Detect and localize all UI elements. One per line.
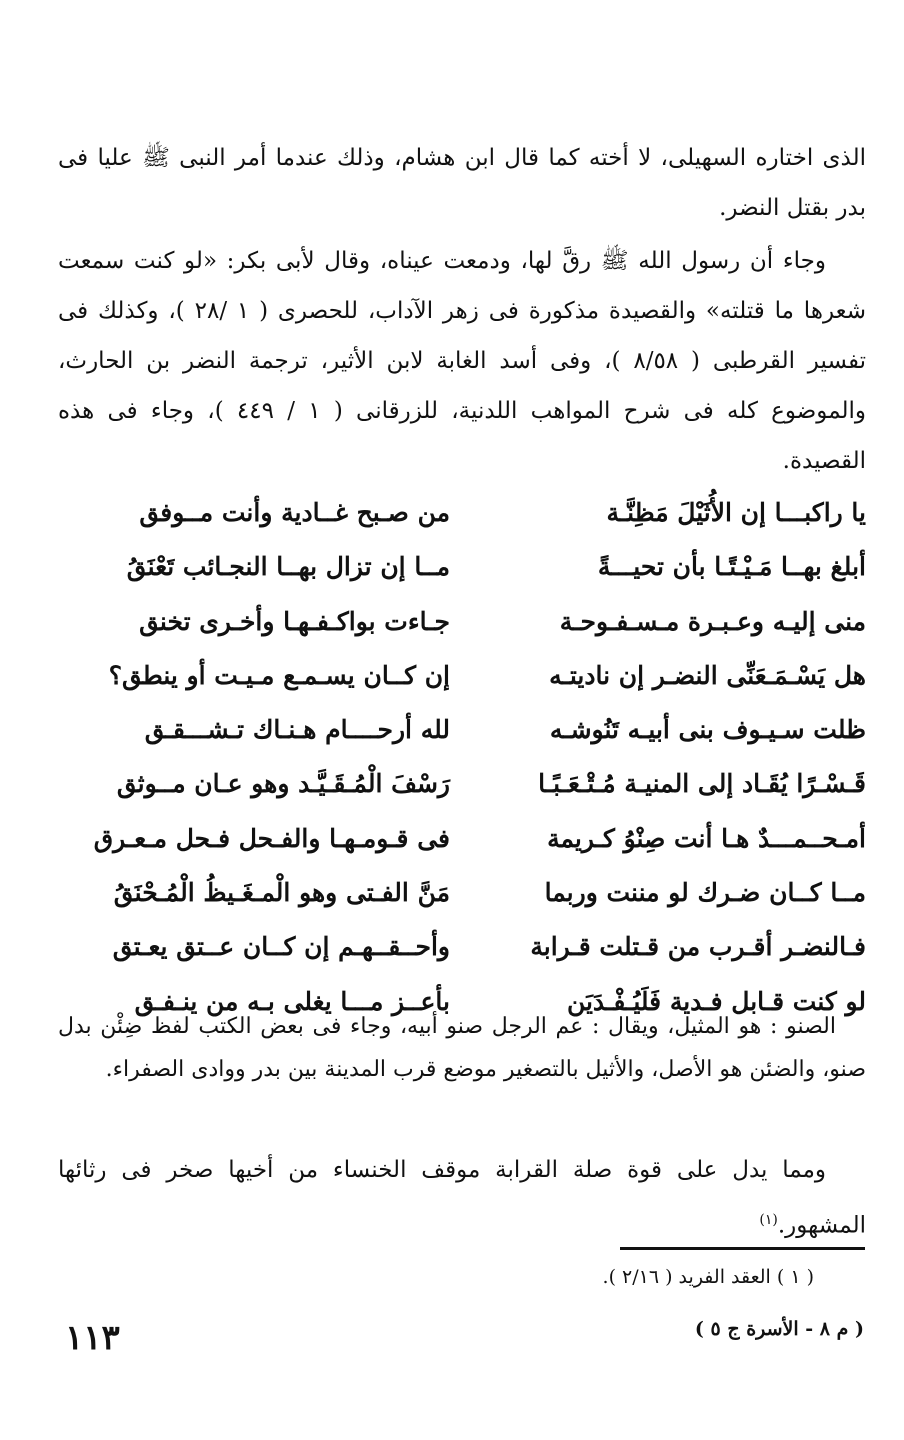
poem-verse bbox=[50, 920, 866, 974]
paragraph-3-notes: الصنو : هو المثيل، ويقال : عم الرجل صنو أبيه، وجاء فى بعض الكتب لفظ ضِئْن بدل صنو، والضئن هو الأصل، والأثيل بالتصغير موضع قرب المدينة بين بدر ووادى الصفراء. bbox=[58, 1014, 866, 1082]
paragraph-1: الذى اختاره السهيلى، لا أخته كما قال ابن هشام، وذلك عندما أمر النبى ﷺ عليا فى بدر بقتل النضر. bbox=[58, 145, 866, 221]
verse-first-hemistich: قَـسْـرًا يُقَـاد إلى المنيـة مُـتْـعَـبًـا bbox=[538, 769, 866, 799]
verse-second-hemistich: لله أرحــــام هـنـاك تـشـــقـق bbox=[144, 715, 450, 745]
verse-first-hemistich: هل يَسْـمَـعَنِّى النضـر إن ناديتـه bbox=[549, 660, 866, 690]
signature-mark: ( م ٨ - الأسرة ج ٥ ) bbox=[694, 1318, 864, 1340]
paragraph-2: وجاء أن رسول الله ﷺ رقَّ لها، ودمعت عيناه، وقال لأبى بكر: «لو كنت سمعت شعرها ما قتلته» والقصيدة مذكورة فى زهر الآداب، للحصرى ( ١ /٢٨ )، وكذلك فى تفسير القرطبى ( ٨/٥٨ )، وفى أسد الغابة لابن الأثير، ترجمة النضر بن الحارث، والموضوع كله فى شرح المواهب اللدنية، للزرقانى ( ١ / ٤٤٩ )، وجاء فى هذه القصيدة. bbox=[58, 248, 867, 474]
footnote: ( ١ ) العقد الفريد ( ٢/١٦ ). bbox=[602, 1266, 814, 1288]
verse-second-hemistich: فى قـومـهـا والفـحل فـحل مـعـرق bbox=[93, 823, 450, 853]
paragraph-4-text: ومما يدل على قوة صلة القرابة موقف الخنساء من أخيها صخر فى رثائها المشهور. bbox=[58, 1157, 866, 1239]
footnote-reference: (١) bbox=[759, 1212, 778, 1228]
verse-second-hemistich: من صـبح غــادية وأنت مــوفق bbox=[139, 498, 450, 527]
verse-first-hemistich: لو كنت قـابل فـدية فَلَيُـفْـدَيَن bbox=[566, 986, 866, 1016]
verse-second-hemistich: بأعــز مـــا يغلى بـه من ينـفـق bbox=[134, 986, 450, 1016]
poem-verse bbox=[50, 703, 866, 757]
verse-first-hemistich: مــا كــان ضـرك لو مننت وربما bbox=[544, 878, 866, 908]
poem-verse bbox=[50, 595, 866, 649]
verse-second-hemistich: إن كــان يسـمـع مـيـت أو ينطق؟ bbox=[108, 660, 450, 690]
poem-verse bbox=[50, 540, 866, 594]
verse-first-hemistich: أبلغ بهــا مَـيْـتًـا بأن تحيـــةً bbox=[597, 552, 866, 582]
verse-first-hemistich: فـالنضـر أقـرب من قـتلت قـرابة bbox=[530, 932, 866, 962]
verse-second-hemistich: رَسْفَ الْمُـقَـيَّـد وهو عـان مــوثق bbox=[116, 769, 450, 799]
verse-first-hemistich: أمـحــمـــدٌ هـا أنت صِنْوُ كـريمة bbox=[547, 823, 866, 853]
poem-verse bbox=[50, 757, 866, 811]
poem bbox=[50, 486, 866, 1029]
page-number: ١١٣ bbox=[65, 1318, 120, 1358]
verse-second-hemistich: جـاءت بواكـفـهـا وأخـرى تخنق bbox=[139, 606, 450, 636]
paragraph-4 bbox=[58, 1145, 866, 1251]
verse-first-hemistich: منى إليـه وعـبـرة مـسـفـوحـة bbox=[559, 606, 866, 636]
footnote-separator bbox=[620, 1247, 865, 1250]
verse-first-hemistich: يا راكبـــا إن الأُثَيْلَ مَظِنَّـة bbox=[606, 498, 866, 527]
verse-second-hemistich: مَنَّ الفـتى وهو الْمـغَـيظُ الْمُـحْنَقُ bbox=[113, 878, 450, 908]
poem-verse bbox=[50, 649, 866, 703]
poem-verse bbox=[50, 486, 866, 540]
verse-second-hemistich: مــا إن تزال بهــا النجـائب تَعْنَقُ bbox=[126, 552, 450, 582]
verse-first-hemistich: ظلت سـيـوف بنى أبيـه تَنُوشـه bbox=[549, 715, 866, 745]
verse-second-hemistich: وأحــقــهـم إن كــان عــتق يعـتق bbox=[112, 932, 450, 962]
poem-verse bbox=[50, 812, 866, 866]
poem-verse bbox=[50, 866, 866, 920]
